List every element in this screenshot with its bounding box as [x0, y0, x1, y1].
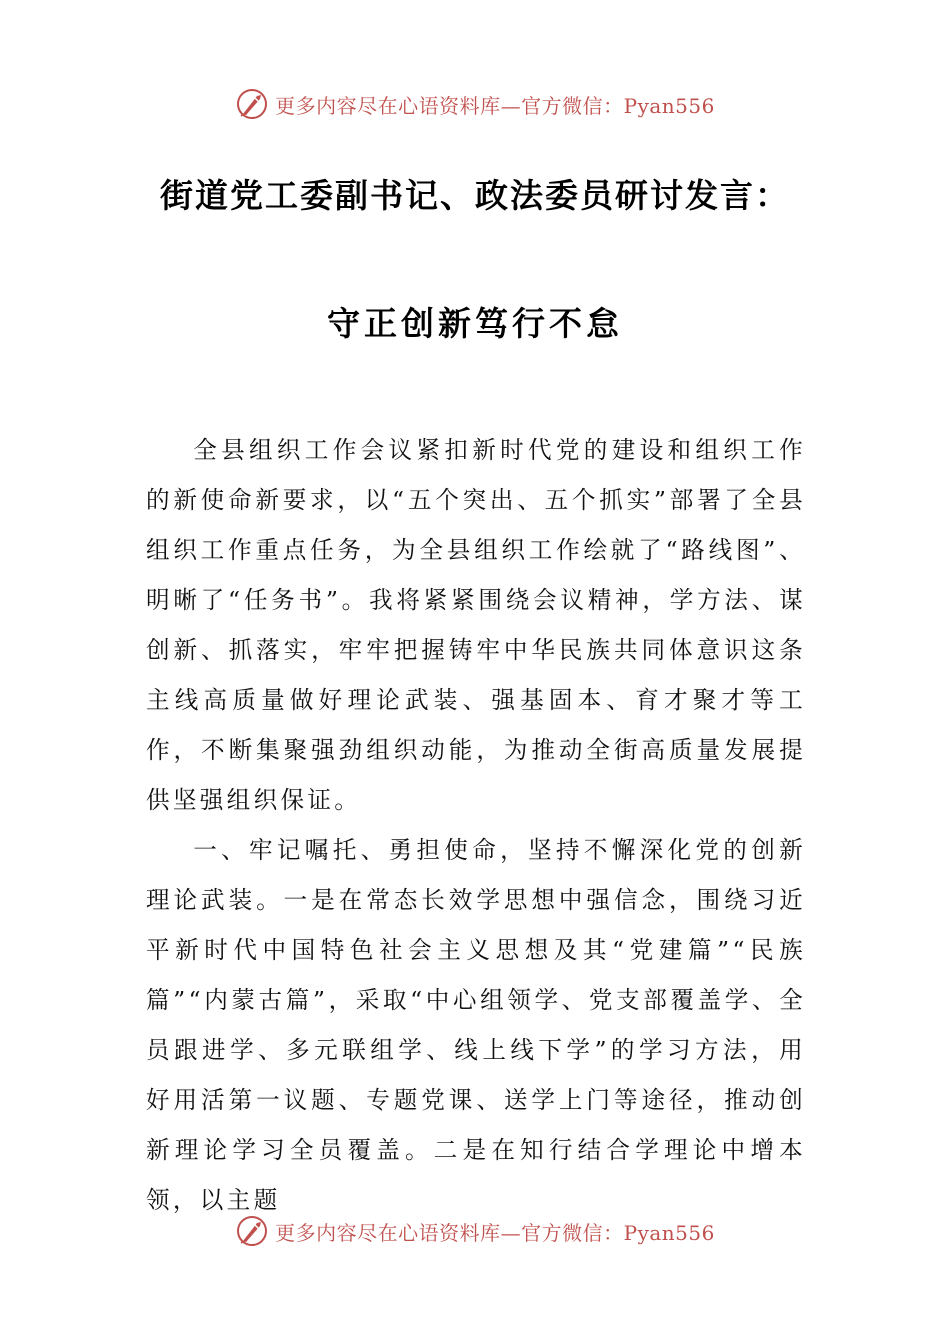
quill-pen-icon	[235, 1214, 269, 1248]
paragraph: 一、牢记嘱托、勇担使命，坚持不懈深化党的创新理论武装。一是在常态长效学思想中强信念，围绕习近平新时代中国特色社会主义思想及其“党建篇”“民族篇”“内蒙古篇”，采取“中心组领学、党支部覆盖学、全员跟进学、多元联组学、线上线下学”的学习方法，用好用活第一议题、专题党课、送学上门等途径，推动创新理论学习全员覆盖。二是在知行结合学理论中增本领，以主题	[146, 836, 806, 1214]
watermark-text: 更多内容尽在心语资料库—官方微信：Pyan556	[275, 1220, 715, 1245]
document-body	[146, 425, 806, 1225]
watermark-footer	[0, 1211, 950, 1251]
quill-pen-icon	[235, 87, 269, 121]
paragraph: 全县组织工作会议紧扣新时代党的建设和组织工作的新使命新要求，以“五个突出、五个抓实”部署了全县组织工作重点任务，为全县组织工作绘就了“路线图”、明晰了“任务书”。我将紧紧围绕会议精神，学方法、谋创新、抓落实，牢牢把握铸牢中华民族共同体意识这条主线高质量做好理论武装、强基固本、育才聚才等工作，不断集聚强劲组织动能，为推动全街高质量发展提供坚强组织保证。	[146, 436, 806, 814]
watermark-header	[0, 84, 950, 124]
document-title: 街道党工委副书记、政法委员研讨发言：	[160, 176, 790, 215]
document-subtitle: 守正创新笃行不怠	[327, 304, 623, 343]
watermark-text: 更多内容尽在心语资料库—官方微信：Pyan556	[275, 93, 715, 118]
